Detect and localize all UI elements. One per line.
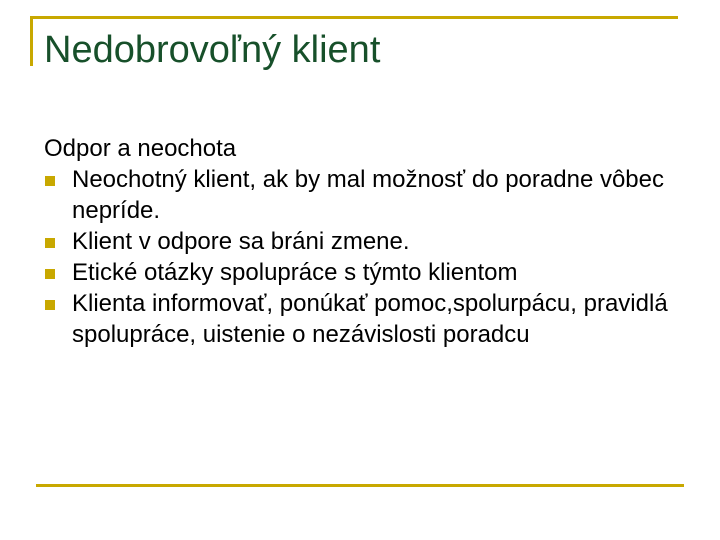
bullet-text: Klient v odpore sa bráni zmene. — [72, 228, 410, 255]
bullet-item — [44, 226, 684, 257]
bullet-item — [44, 257, 684, 288]
bullet-text: Klienta informovať, ponúkať pomoc,spolurpácu, pravidlá spolupráce, uistenie o nezávislosti poradcu — [72, 290, 668, 348]
left-rule — [30, 16, 33, 66]
slide-title: Nedobrovoľný klient — [44, 29, 381, 71]
square-bullet-icon — [45, 176, 55, 186]
bullet-text: Neochotný klient, ak by mal možnosť do poradne vôbec nepríde. — [72, 166, 664, 224]
bullet-item — [44, 164, 684, 226]
bottom-rule — [36, 484, 684, 487]
slide-content — [44, 133, 684, 350]
content-heading: Odpor a neochota — [44, 135, 237, 162]
bullet-item — [44, 288, 684, 350]
top-rule — [30, 16, 678, 19]
square-bullet-icon — [45, 300, 55, 310]
square-bullet-icon — [45, 269, 55, 279]
bullet-text: Etické otázky spolupráce s týmto klientom — [72, 259, 518, 286]
square-bullet-icon — [45, 238, 55, 248]
bullet-list — [44, 164, 684, 350]
